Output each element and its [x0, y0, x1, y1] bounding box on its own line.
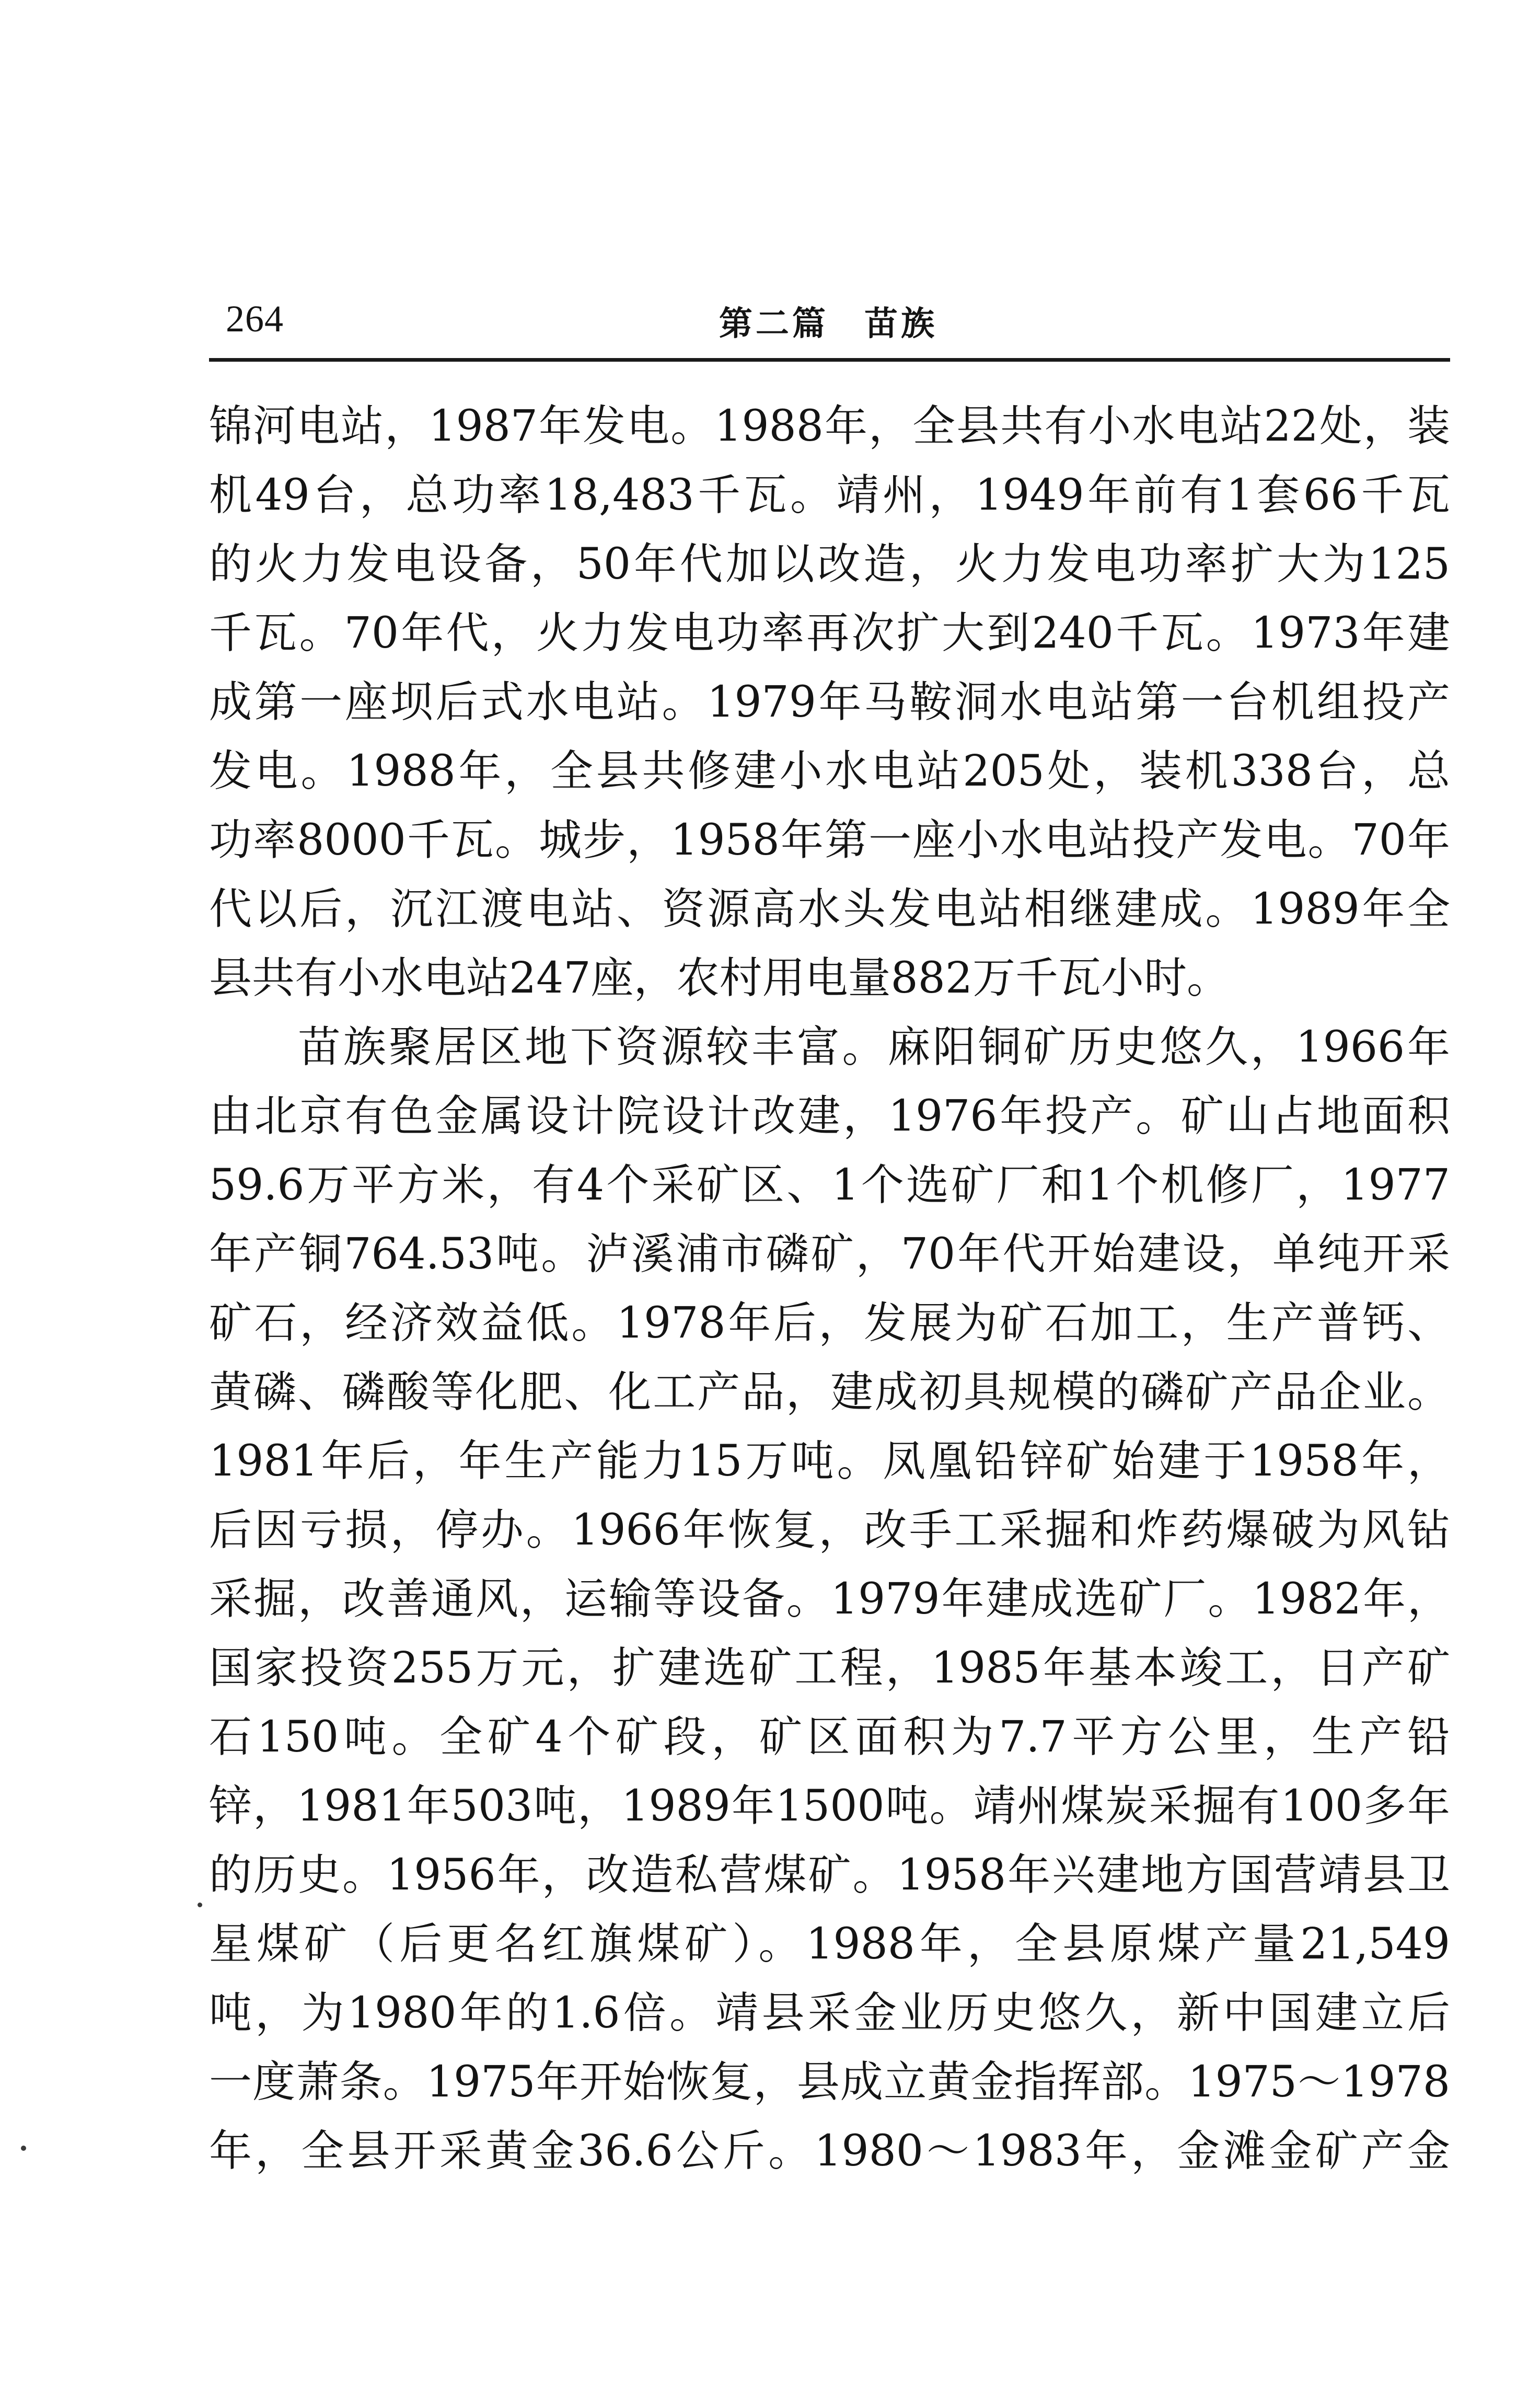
page-number: 264: [226, 298, 284, 340]
text-line: 县共有小水电站247座，农村用电量882万千瓦小时。: [209, 953, 1230, 1003]
text-line: 千瓦。70年代，火力发电功率再次扩大到240千瓦。1973年建: [209, 608, 1450, 658]
text-line: 石150吨。全矿4个矿段，矿区面积为7.7平方公里，生产铅: [209, 1712, 1450, 1762]
text-line: 年，全县开采黄金36.6公斤。1980～1983年，金滩金矿产金: [209, 2126, 1450, 2176]
text-line: 锌，1981年503吨，1989年1500吨。靖州煤炭采掘有100多年: [209, 1781, 1450, 1831]
text-line: 后因亏损，停办。1966年恢复，改手工采掘和炸药爆破为风钻: [209, 1505, 1450, 1555]
text-line: 国家投资255万元，扩建选矿工程，1985年基本竣工，日产矿: [209, 1643, 1450, 1693]
text-line: 苗族聚居区地下资源较丰富。麻阳铜矿历史悠久，1966年: [298, 1022, 1450, 1072]
text-line: 星煤矿（后更名红旗煤矿）。1988年，全县原煤产量21,549: [209, 1919, 1450, 1969]
text-line: 黄磷、磷酸等化肥、化工产品，建成初具规模的磷矿产品企业。: [209, 1367, 1450, 1417]
running-title: 第二篇 苗族: [719, 305, 938, 343]
text-line: 一度萧条。1975年开始恢复，县成立黄金指挥部。1975～1978: [209, 2057, 1450, 2107]
text-line: 的历史。1956年，改造私营煤矿。1958年兴建地方国营靖县卫: [209, 1850, 1450, 1900]
text-line: 发电。1988年，全县共修建小水电站205处，装机338台，总: [209, 746, 1450, 796]
body-text: [209, 392, 1450, 2186]
text-line: 成第一座坝后式水电站。1979年马鞍洞水电站第一台机组投产: [209, 677, 1450, 727]
text-line: 锦河电站，1987年发电。1988年，全县共有小水电站22处，装: [209, 401, 1450, 451]
text-line: 矿石，经济效益低。1978年后，发展为矿石加工，生产普钙、: [209, 1298, 1450, 1348]
text-line: 采掘，改善通风，运输等设备。1979年建成选矿厂。1982年，: [209, 1574, 1450, 1624]
text-line: 年产铜764.53吨。泸溪浦市磷矿，70年代开始建设，单纯开采: [209, 1229, 1450, 1279]
text-line: 1981年后，年生产能力15万吨。凤凰铅锌矿始建于1958年，: [209, 1436, 1450, 1486]
header-rule: [209, 358, 1450, 362]
text-line: 吨，为1980年的1.6倍。靖县采金业历史悠久，新中国建立后: [209, 1988, 1450, 2038]
scan-speck: [198, 1903, 202, 1907]
text-line: 功率8000千瓦。城步，1958年第一座小水电站投产发电。70年: [209, 815, 1450, 865]
text-line: 机49台，总功率18,483千瓦。靖州，1949年前有1套66千瓦: [209, 470, 1450, 520]
text-line: 由北京有色金属设计院设计改建，1976年投产。矿山占地面积: [209, 1091, 1450, 1141]
scan-speck: [21, 2146, 26, 2151]
page-header: [209, 282, 1448, 350]
text-line: 代以后，沉江渡电站、资源高水头发电站相继建成。1989年全: [209, 884, 1450, 934]
text-line: 的火力发电设备，50年代加以改造，火力发电功率扩大为125: [209, 539, 1450, 589]
text-line: 59.6万平方米，有4个采矿区、1个选矿厂和1个机修厂，1977: [209, 1160, 1450, 1210]
